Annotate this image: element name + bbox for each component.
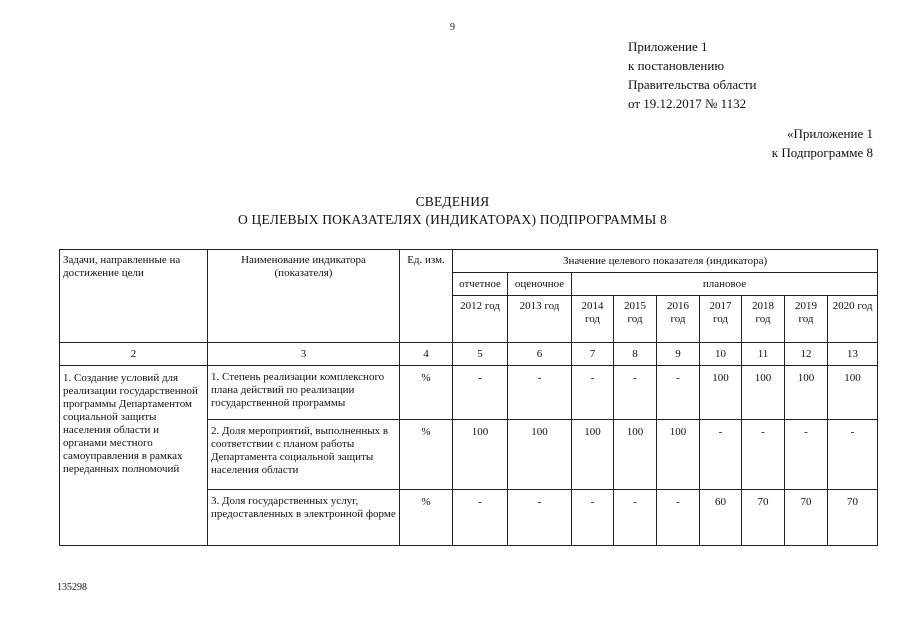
unit-cell: % xyxy=(400,420,453,490)
column-number-row xyxy=(60,343,878,366)
value-cell: - xyxy=(785,420,828,490)
appendix-line-2: к постановлению xyxy=(628,58,725,73)
column-number: 6 xyxy=(508,343,572,366)
sub-appendix-line-1: «Приложение 1 xyxy=(786,126,873,141)
value-cell: - xyxy=(700,420,742,490)
value-cell: - xyxy=(508,366,572,420)
value-cell: - xyxy=(657,366,700,420)
appendix-line-3: Правительства области xyxy=(628,77,757,92)
year-header: 2015 год xyxy=(614,296,657,343)
year-header: 2020 год xyxy=(828,296,878,343)
value-cell: - xyxy=(657,490,700,546)
appendix-reference xyxy=(628,37,757,113)
header-row-1 xyxy=(60,250,878,273)
column-number: 2 xyxy=(60,343,208,366)
column-number: 3 xyxy=(208,343,400,366)
year-header: 2016 год xyxy=(657,296,700,343)
value-cell: - xyxy=(614,366,657,420)
header-unit: Ед. изм. xyxy=(400,250,453,343)
value-cell: - xyxy=(453,490,508,546)
year-header: 2014 год xyxy=(572,296,614,343)
header-reported: отчетное xyxy=(453,273,508,296)
column-number: 7 xyxy=(572,343,614,366)
year-header: 2018 год xyxy=(742,296,785,343)
column-number: 5 xyxy=(453,343,508,366)
value-cell: 100 xyxy=(453,420,508,490)
value-cell: - xyxy=(572,490,614,546)
footer-code: 135298 xyxy=(57,582,87,593)
value-cell: - xyxy=(742,420,785,490)
header-estimated: оценочное xyxy=(508,273,572,296)
value-cell: - xyxy=(572,366,614,420)
indicator-name: 1. Степень реализации комплексного плана действий по реализации государственной программы xyxy=(208,366,400,420)
appendix-line-1: Приложение 1 xyxy=(628,39,708,54)
header-indicator: Наименование индикатора (показателя) xyxy=(208,250,400,343)
task-cell: 1. Создание условий для реализации государственной программы Департаментом социальной защиты населения области и органами местного самоуправления в рамках переданных полномочий xyxy=(60,366,208,546)
indicator-name: 2. Доля мероприятий, выполненных в соответствии с планом работы Департамента социальной защиты населения области xyxy=(208,420,400,490)
value-cell: 100 xyxy=(614,420,657,490)
header-planned: плановое xyxy=(572,273,878,296)
title-line-1: СВЕДЕНИЯ xyxy=(415,194,490,209)
value-cell: 70 xyxy=(828,490,878,546)
value-cell: 100 xyxy=(742,366,785,420)
header-tasks: Задачи, направленные на достижение цели xyxy=(60,250,208,343)
year-header: 2012 год xyxy=(453,296,508,343)
column-number: 4 xyxy=(400,343,453,366)
unit-cell: % xyxy=(400,366,453,420)
indicators-table xyxy=(59,249,878,546)
value-cell: 100 xyxy=(657,420,700,490)
value-cell: 60 xyxy=(700,490,742,546)
value-cell: - xyxy=(828,420,878,490)
year-header: 2019 год xyxy=(785,296,828,343)
value-cell: 100 xyxy=(828,366,878,420)
year-header: 2013 год xyxy=(508,296,572,343)
table-row xyxy=(60,366,878,420)
value-cell: 70 xyxy=(785,490,828,546)
indicator-name: 3. Доля государственных услуг, предоставленных в электронной форме xyxy=(208,490,400,546)
column-number: 13 xyxy=(828,343,878,366)
sub-appendix-line-2: к Подпрограмме 8 xyxy=(771,145,873,160)
unit-cell: % xyxy=(400,490,453,546)
value-cell: 100 xyxy=(785,366,828,420)
column-number: 10 xyxy=(700,343,742,366)
value-cell: 70 xyxy=(742,490,785,546)
title-line-2: О ЦЕЛЕВЫХ ПОКАЗАТЕЛЯХ (ИНДИКАТОРАХ) ПОДПРОГРАММЫ 8 xyxy=(237,212,668,227)
value-cell: - xyxy=(614,490,657,546)
header-value: Значение целевого показателя (индикатора) xyxy=(453,250,878,273)
column-number: 12 xyxy=(785,343,828,366)
column-number: 11 xyxy=(742,343,785,366)
page-number: 9 xyxy=(450,22,455,33)
year-header: 2017 год xyxy=(700,296,742,343)
value-cell: - xyxy=(508,490,572,546)
document-title xyxy=(0,193,905,229)
appendix-line-4: от 19.12.2017 № 1132 xyxy=(628,96,747,111)
value-cell: 100 xyxy=(700,366,742,420)
value-cell: - xyxy=(453,366,508,420)
column-number: 8 xyxy=(614,343,657,366)
sub-appendix-reference xyxy=(772,124,873,162)
value-cell: 100 xyxy=(508,420,572,490)
column-number: 9 xyxy=(657,343,700,366)
value-cell: 100 xyxy=(572,420,614,490)
